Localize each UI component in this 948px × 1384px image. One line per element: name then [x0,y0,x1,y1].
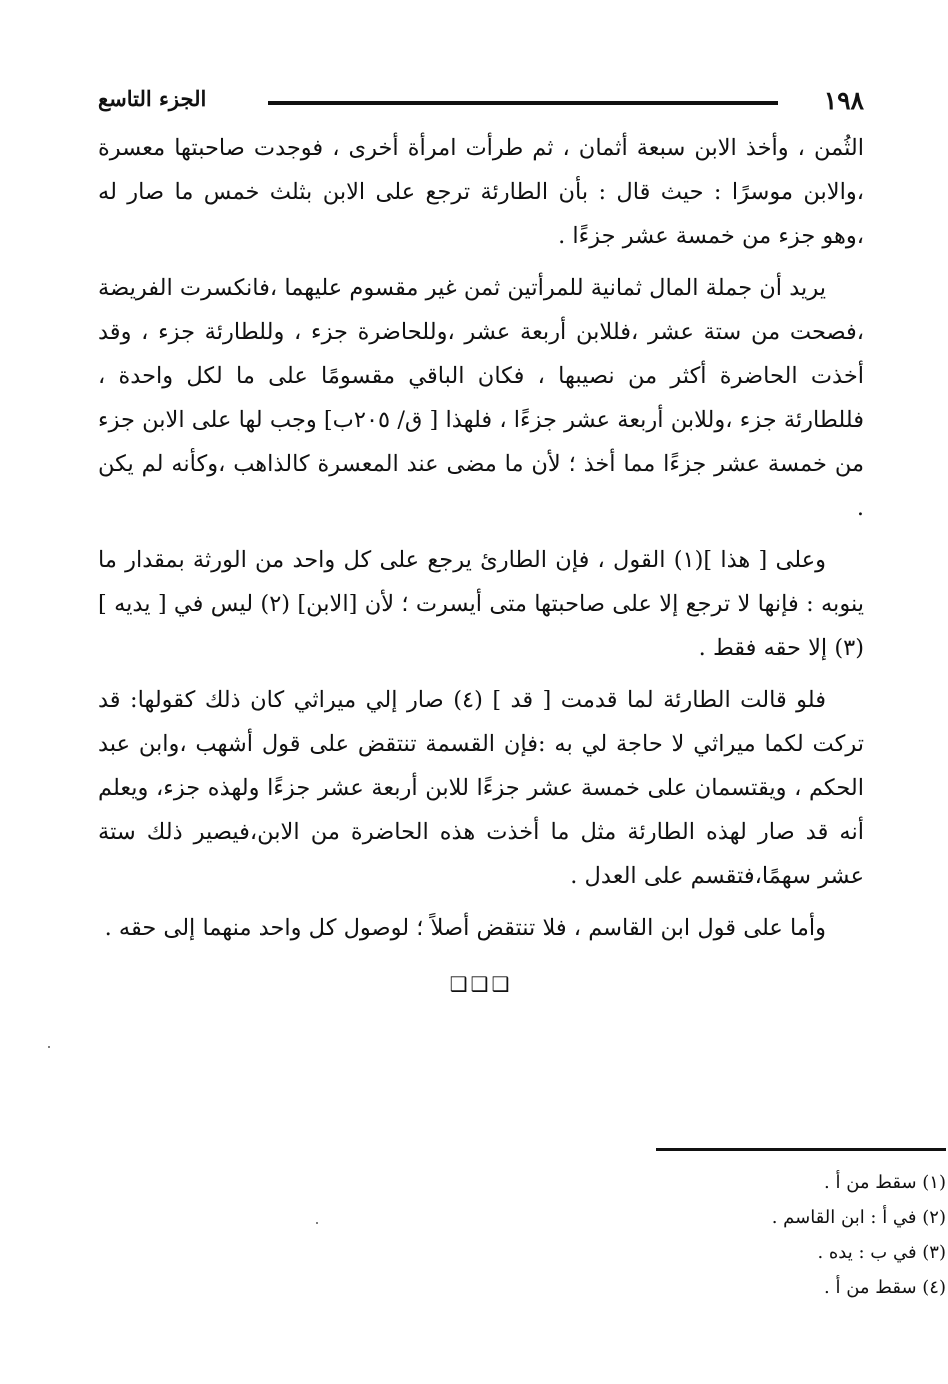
page-number: ١٩٨ [823,86,864,115]
paragraph: الثُمن ، وأخذ الابن سبعة أثمان ، ثم طرأت امرأة أخرى ، فوجدت صاحبتها معسرة ،والابن موسرًا : حيث قال : بأن الطارئة ترجع على الابن بثلث خمس ما صار له ،وهو جزء من خمسة عشر جزءًا . [98,135,864,249]
footnote-rule [656,1148,946,1151]
stray-mark [48,1046,50,1048]
paragraph: يريد أن جملة المال ثمانية للمرأتين ثمن غير مقسوم عليهما ،فانكسرت الفريضة ،فصحت من ستة عشر ،فللابن أربعة عشر ،وللحاضرة جزء ، وللطارئة جزء ، وقد أخذت الحاضرة أكثر من نصيبها ، فكان الباقي مقسومًا على ما لكل واحدة ، فللطارئة جزء ،وللابن أربعة عشر جزءًا ، فلهذا [ ق/ ٢٠٥ب] وجب لها على الابن جزء من خمسة عشر جزءًا مما أخذ ؛ لأن ما مضى عند المعسرة كالذاهب ،وكأنه لم يكن . [98,275,864,521]
footnotes [646,1148,946,1305]
paragraph: فلو قالت الطارئة لما قدمت [ قد ] (٤) صار إلي ميراثي كان ذلك كقولها: قد تركت لكما ميراثي لا حاجة لي به :فإن القسمة تنتقض على قول أشهب ،وابن عبد الحكم ، ويقتسمان على خمسة عشر جزءًا للابن أربعة عشر جزءًا ولهذه جزء، ويعلم أنه قد صار لهذه الطارئة مثل ما أخذت هذه الحاضرة من الابن،فيصير ذلك ستة عشر سهمًا،فتقسم على العدل . [98,687,864,889]
footnote: (٢) في أ : ابن القاسم . [771,1207,946,1228]
section-separator: ❑❑❑ [449,972,513,996]
footnote: (١) سقط من أ . [824,1172,946,1193]
header-rule [268,101,778,105]
running-title: الجزء التاسع [98,86,207,111]
footnote: (٤) سقط من أ . [824,1277,946,1298]
paragraph: وأما على قول ابن القاسم ، فلا تنتقض أصلاً ؛ لوصول كل واحد منهما إلى حقه . [104,915,826,941]
document-page [98,84,864,996]
stray-mark [316,1222,318,1224]
page-header [98,84,864,120]
paragraph: وعلى [ هذا ](١) القول ، فإن الطارئ يرجع على كل واحد من الورثة بمقدار ما ينوبه : فإنها لا ترجع إلا على صاحبتها متى أيسرت ؛ لأن [الابن] (٢) ليس في [ يديه ] (٣) إلا حقه فقط . [98,547,864,661]
body-text [98,126,864,950]
footnote: (٣) في ب : يده . [817,1242,946,1263]
